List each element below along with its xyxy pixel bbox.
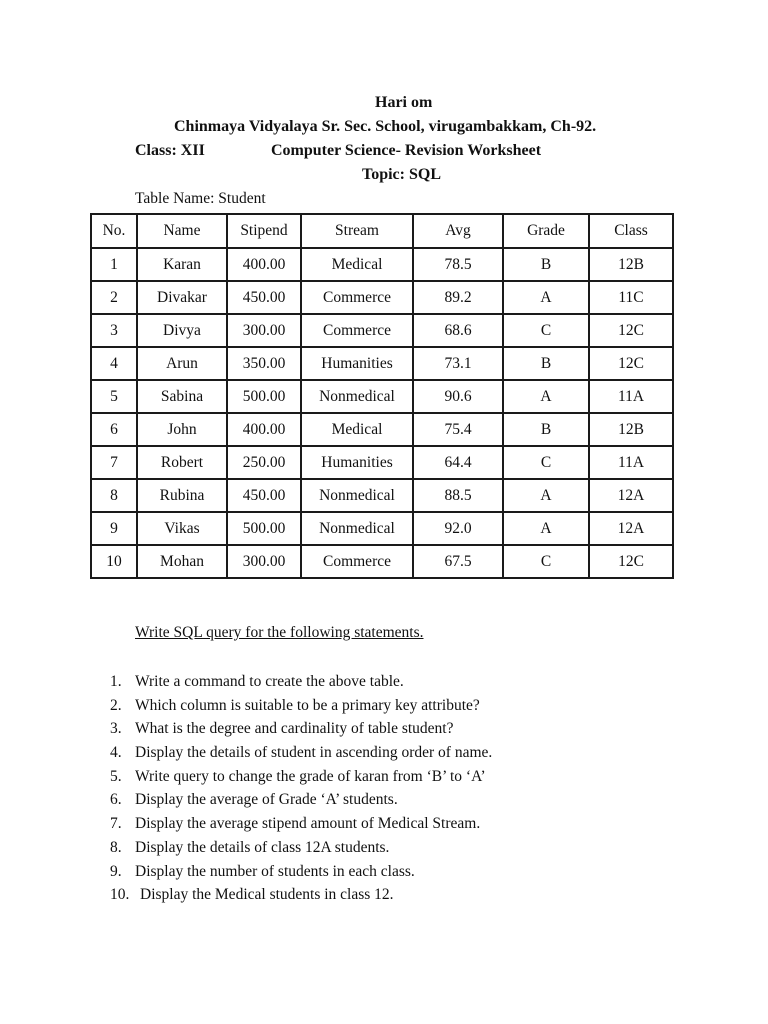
cell-avg: 73.1 — [413, 347, 503, 380]
cell-stipend: 300.00 — [227, 545, 301, 578]
cell-no: 5 — [91, 380, 137, 413]
cell-class: 12B — [589, 413, 673, 446]
question-number: 10. — [110, 886, 130, 904]
cell-avg: 88.5 — [413, 479, 503, 512]
table-row — [91, 281, 673, 314]
cell-stipend: 450.00 — [227, 281, 301, 314]
table-header-row — [91, 214, 673, 248]
question-number: 9. — [110, 862, 122, 880]
cell-stream: Nonmedical — [301, 512, 413, 545]
cell-stipend: 400.00 — [227, 413, 301, 446]
topic-label: Topic: SQL — [362, 166, 441, 183]
cell-name: Robert — [137, 446, 227, 479]
question-number: 6. — [110, 791, 122, 809]
cell-no: 3 — [91, 314, 137, 347]
question-number: 3. — [110, 720, 122, 738]
cell-no: 10 — [91, 545, 137, 578]
question-number: 4. — [110, 744, 122, 762]
table-row — [91, 446, 673, 479]
cell-stream: Medical — [301, 413, 413, 446]
question-text: Display the details of class 12A students. — [135, 838, 390, 856]
cell-grade: B — [503, 413, 589, 446]
cell-name: John — [137, 413, 227, 446]
col-header-no: No. — [91, 214, 137, 248]
table-row — [91, 347, 673, 380]
cell-class: 12C — [589, 314, 673, 347]
cell-avg: 67.5 — [413, 545, 503, 578]
cell-no: 2 — [91, 281, 137, 314]
cell-class: 12A — [589, 512, 673, 545]
cell-no: 8 — [91, 479, 137, 512]
cell-class: 12B — [589, 248, 673, 281]
question-number: 7. — [110, 815, 122, 833]
cell-stream: Humanities — [301, 347, 413, 380]
question-text: Which column is suitable to be a primary key attribute? — [135, 696, 480, 714]
question-number: 8. — [110, 838, 122, 856]
cell-stipend: 500.00 — [227, 512, 301, 545]
cell-stream: Commerce — [301, 281, 413, 314]
cell-no: 4 — [91, 347, 137, 380]
cell-name: Divya — [137, 314, 227, 347]
table-name-label: Table Name: Student — [135, 190, 266, 207]
col-header-stipend: Stipend — [227, 214, 301, 248]
table-row — [91, 479, 673, 512]
cell-name: Mohan — [137, 545, 227, 578]
question-text: Display the number of students in each class. — [135, 862, 415, 880]
cell-no: 7 — [91, 446, 137, 479]
cell-name: Arun — [137, 347, 227, 380]
cell-class: 12A — [589, 479, 673, 512]
question-text: Display the average of Grade ‘A’ students. — [135, 791, 398, 809]
question-number: 5. — [110, 767, 122, 785]
cell-avg: 90.6 — [413, 380, 503, 413]
col-header-avg: Avg — [413, 214, 503, 248]
class-label: Class: XII — [135, 142, 205, 159]
cell-grade: B — [503, 347, 589, 380]
cell-stipend: 400.00 — [227, 248, 301, 281]
cell-grade: C — [503, 446, 589, 479]
cell-stream: Humanities — [301, 446, 413, 479]
cell-grade: A — [503, 281, 589, 314]
list-item — [110, 767, 492, 791]
cell-grade: A — [503, 479, 589, 512]
cell-avg: 75.4 — [413, 413, 503, 446]
cell-no: 6 — [91, 413, 137, 446]
col-header-name: Name — [137, 214, 227, 248]
cell-name: Vikas — [137, 512, 227, 545]
worksheet-title: Computer Science- Revision Worksheet — [271, 142, 542, 159]
table-row — [91, 512, 673, 545]
table-row — [91, 545, 673, 578]
cell-class: 12C — [589, 347, 673, 380]
cell-stream: Nonmedical — [301, 479, 413, 512]
list-item — [110, 790, 492, 814]
cell-class: 11A — [589, 446, 673, 479]
header-greeting: Hari om — [375, 94, 433, 111]
table-row — [91, 413, 673, 446]
cell-class: 11A — [589, 380, 673, 413]
col-header-class: Class — [589, 214, 673, 248]
cell-no: 9 — [91, 512, 137, 545]
list-item — [110, 719, 492, 743]
cell-name: Sabina — [137, 380, 227, 413]
cell-grade: B — [503, 248, 589, 281]
cell-stipend: 450.00 — [227, 479, 301, 512]
question-list — [110, 672, 492, 909]
cell-avg: 89.2 — [413, 281, 503, 314]
cell-avg: 64.4 — [413, 446, 503, 479]
col-header-grade: Grade — [503, 214, 589, 248]
list-item — [110, 814, 492, 838]
cell-stream: Nonmedical — [301, 380, 413, 413]
cell-avg: 92.0 — [413, 512, 503, 545]
list-item — [110, 696, 492, 720]
cell-class: 12C — [589, 545, 673, 578]
question-text: Display the average stipend amount of Medical Stream. — [135, 815, 481, 833]
cell-grade: A — [503, 512, 589, 545]
question-text: Display the Medical students in class 12. — [140, 886, 394, 904]
table-row — [91, 314, 673, 347]
col-header-stream: Stream — [301, 214, 413, 248]
cell-grade: C — [503, 314, 589, 347]
table-row — [91, 248, 673, 281]
cell-stream: Commerce — [301, 545, 413, 578]
cell-stipend: 350.00 — [227, 347, 301, 380]
cell-stipend: 250.00 — [227, 446, 301, 479]
school-name: Chinmaya Vidyalaya Sr. Sec. School, virugambakkam, Ch-92. — [174, 118, 597, 135]
question-text: What is the degree and cardinality of table student? — [135, 720, 454, 738]
cell-name: Divakar — [137, 281, 227, 314]
cell-stipend: 500.00 — [227, 380, 301, 413]
student-table — [90, 213, 674, 579]
question-number: 2. — [110, 696, 122, 714]
cell-grade: C — [503, 545, 589, 578]
table-row — [91, 380, 673, 413]
cell-stream: Commerce — [301, 314, 413, 347]
question-text: Write query to change the grade of karan from ‘B’ to ‘A’ — [135, 767, 486, 785]
question-number: 1. — [110, 673, 122, 690]
list-item — [110, 743, 492, 767]
cell-avg: 78.5 — [413, 248, 503, 281]
list-item — [110, 885, 492, 909]
question-text: Write a command to create the above table. — [135, 673, 404, 690]
cell-avg: 68.6 — [413, 314, 503, 347]
list-item — [110, 672, 492, 696]
list-item — [110, 862, 492, 886]
cell-name: Karan — [137, 248, 227, 281]
list-item — [110, 838, 492, 862]
cell-no: 1 — [91, 248, 137, 281]
cell-name: Rubina — [137, 479, 227, 512]
cell-stream: Medical — [301, 248, 413, 281]
cell-class: 11C — [589, 281, 673, 314]
cell-grade: A — [503, 380, 589, 413]
question-text: Display the details of student in ascending order of name. — [135, 744, 493, 762]
cell-stipend: 300.00 — [227, 314, 301, 347]
instructions-heading: Write SQL query for the following statements. — [135, 624, 424, 641]
